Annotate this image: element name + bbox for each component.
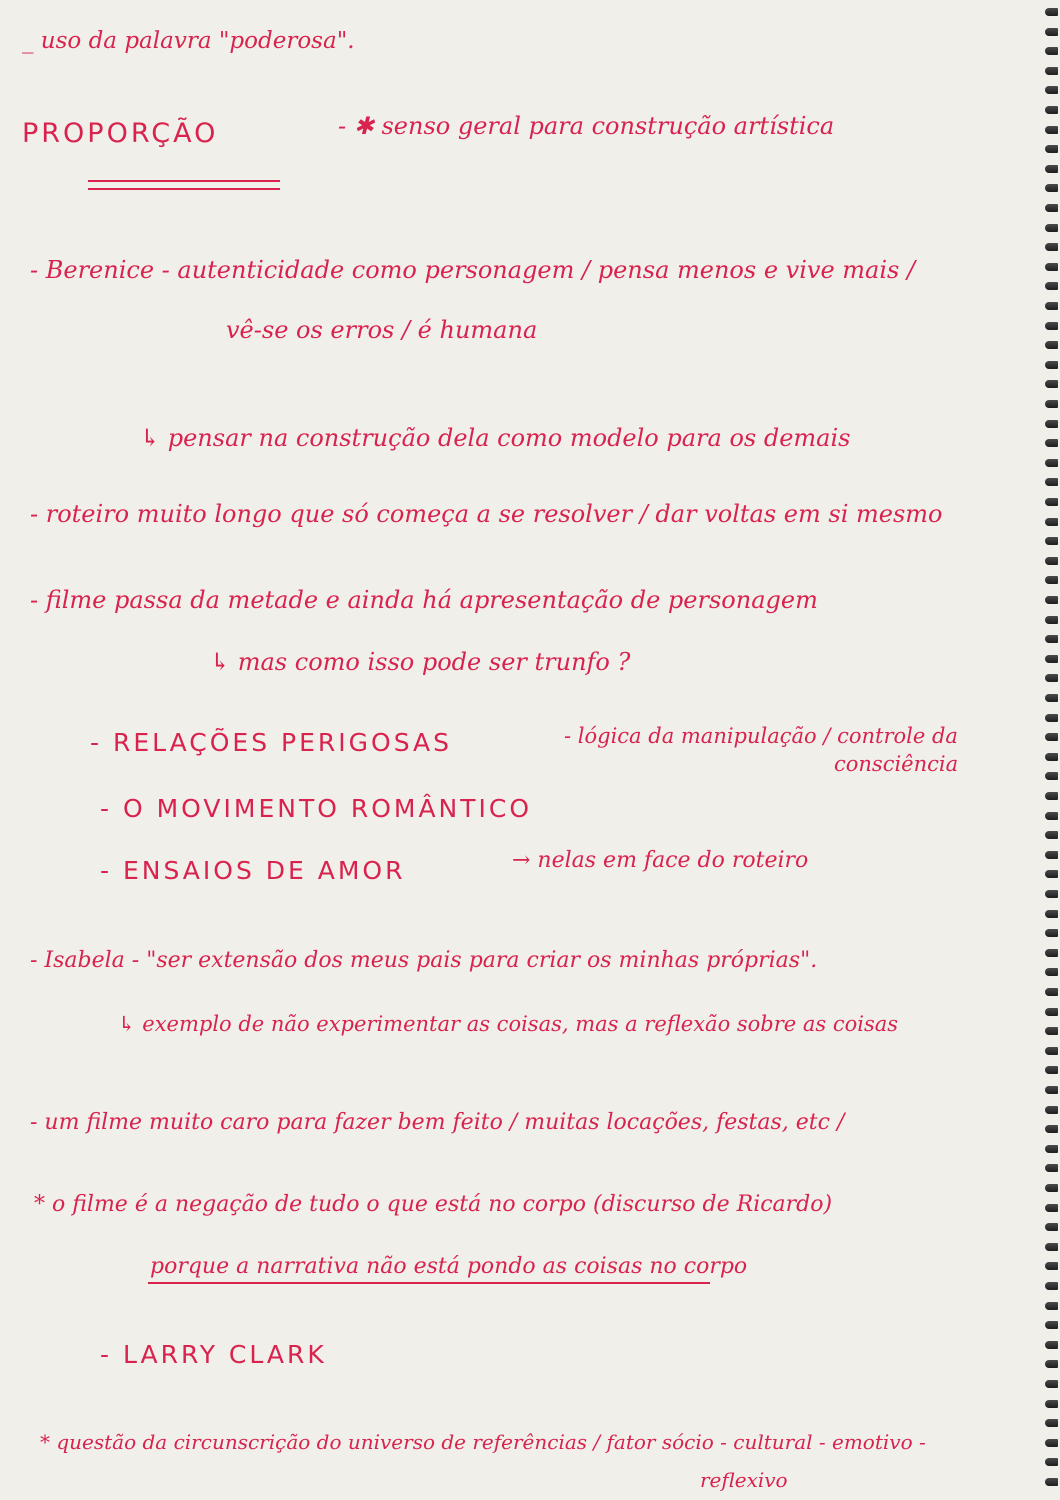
spiral-ring: [1045, 145, 1058, 153]
note-line-12: - Isabela - "ser extensão dos meus pais para criar os minhas próprias".: [30, 948, 818, 973]
note-line-19: reflexivo: [700, 1468, 788, 1492]
film-title-movimento-romantico: - O MOVIMENTO ROMÂNTICO: [100, 794, 533, 823]
spiral-ring: [1045, 851, 1058, 859]
note-line-3: - Berenice - autenticidade como personagem / pensa menos e vive mais /: [30, 256, 916, 284]
spiral-ring: [1045, 929, 1058, 937]
spiral-ring: [1045, 1086, 1058, 1094]
note-line-4: vê-se os erros / é humana: [226, 316, 538, 344]
heading-underline: [88, 180, 280, 182]
spiral-ring: [1045, 988, 1058, 996]
spiral-ring: [1045, 263, 1058, 271]
spiral-ring: [1045, 28, 1058, 36]
spiral-ring: [1045, 498, 1058, 506]
note-line-9b: - lógica da manipulação / controle da: [564, 724, 958, 748]
spiral-ring: [1045, 518, 1058, 526]
spiral-ring: [1045, 322, 1058, 330]
spiral-ring: [1045, 1106, 1058, 1114]
note-line-8: ↳ mas como isso pode ser trunfo ?: [210, 648, 631, 676]
spiral-ring: [1045, 165, 1058, 173]
spiral-ring: [1045, 1223, 1058, 1231]
spiral-ring: [1045, 243, 1058, 251]
spiral-ring: [1045, 126, 1058, 134]
spiral-ring: [1045, 557, 1058, 565]
spiral-ring: [1045, 733, 1058, 741]
note-line-14: - um filme muito caro para fazer bem feito / muitas locações, festas, etc /: [30, 1110, 845, 1135]
spiral-ring: [1045, 1341, 1058, 1349]
spiral-ring: [1045, 8, 1058, 16]
note-line-18: * questão da circunscrição do universo de referências / fator sócio - cultural - emotivo -: [40, 1430, 926, 1454]
spiral-ring: [1045, 674, 1058, 682]
spiral-ring: [1045, 1321, 1058, 1329]
spiral-ring: [1045, 1458, 1058, 1466]
spiral-ring: [1045, 459, 1058, 467]
note-line-11b: → nelas em face do roteiro: [512, 848, 809, 873]
spiral-ring: [1045, 67, 1058, 75]
note-line-5: ↳ pensar na construção dela como modelo para os demais: [140, 424, 851, 452]
heading-underline-2: [88, 188, 280, 190]
spiral-ring: [1045, 812, 1058, 820]
spiral-ring: [1045, 1262, 1058, 1270]
spiral-ring: [1045, 204, 1058, 212]
spiral-ring: [1045, 302, 1058, 310]
spiral-ring: [1045, 106, 1058, 114]
note-line-16: porque a narrativa não está pondo as coisas no corpo: [150, 1254, 748, 1279]
spiral-ring: [1045, 1302, 1058, 1310]
spiral-ring: [1045, 949, 1058, 957]
name-larry-clark: - LARRY CLARK: [100, 1340, 327, 1369]
spiral-ring: [1045, 1419, 1058, 1427]
spiral-ring: [1045, 870, 1058, 878]
spiral-ring: [1045, 1184, 1058, 1192]
spiral-ring: [1045, 772, 1058, 780]
spiral-ring: [1045, 635, 1058, 643]
note-line-1: _ uso da palavra "poderosa".: [22, 28, 355, 54]
spiral-ring: [1045, 1008, 1058, 1016]
spiral-ring: [1045, 831, 1058, 839]
note-line-15: * o filme é a negação de tudo o que está no corpo (discurso de Ricardo): [34, 1192, 833, 1217]
film-title-ensaios-de-amor: - ENSAIOS DE AMOR: [100, 856, 406, 885]
spiral-ring: [1045, 537, 1058, 545]
spiral-ring: [1045, 224, 1058, 232]
heading-proporcao: PROPORÇÃO: [22, 118, 219, 149]
spiral-ring: [1045, 655, 1058, 663]
spiral-ring: [1045, 1243, 1058, 1251]
spiral-ring: [1045, 47, 1058, 55]
spiral-ring: [1045, 910, 1058, 918]
spiral-ring: [1045, 714, 1058, 722]
spiral-ring: [1045, 1145, 1058, 1153]
spiral-ring: [1045, 1047, 1058, 1055]
spiral-ring: [1045, 439, 1058, 447]
spiral-ring: [1045, 361, 1058, 369]
spiral-ring: [1045, 1478, 1058, 1486]
note-line-13: ↳ exemplo de não experimentar as coisas, mas a reflexão sobre as coisas: [118, 1012, 899, 1036]
spiral-ring: [1045, 1204, 1058, 1212]
spiral-ring: [1045, 596, 1058, 604]
spiral-ring: [1045, 1380, 1058, 1388]
spiral-ring: [1045, 478, 1058, 486]
spiral-ring: [1045, 1164, 1058, 1172]
spiral-ring: [1045, 576, 1058, 584]
spiral-ring: [1045, 968, 1058, 976]
spiral-ring: [1045, 1360, 1058, 1368]
film-title-relacoes-perigosas: - RELAÇÕES PERIGOSAS: [90, 728, 453, 757]
spiral-ring: [1045, 1027, 1058, 1035]
spiral-ring: [1045, 184, 1058, 192]
spiral-ring: [1045, 1282, 1058, 1290]
spiral-ring: [1045, 282, 1058, 290]
spiral-ring: [1045, 792, 1058, 800]
note-line-7: - filme passa da metade e ainda há apresentação de personagem: [30, 586, 818, 614]
note-line-2b: - ✱ senso geral para construção artística: [338, 112, 835, 140]
spiral-ring: [1045, 1066, 1058, 1074]
spiral-ring: [1045, 694, 1058, 702]
spiral-ring: [1045, 1400, 1058, 1408]
note-line-6: - roteiro muito longo que só começa a se resolver / dar voltas em si mesmo: [30, 500, 943, 528]
spiral-ring: [1045, 341, 1058, 349]
spiral-ring: [1045, 890, 1058, 898]
note-line-9c: consciência: [834, 752, 959, 776]
spiral-ring: [1045, 616, 1058, 624]
spiral-binding: [1038, 0, 1060, 1500]
spiral-ring: [1045, 420, 1058, 428]
spiral-ring: [1045, 1439, 1058, 1447]
spiral-ring: [1045, 86, 1058, 94]
spiral-ring: [1045, 380, 1058, 388]
note-line-16-underline: [148, 1282, 710, 1284]
spiral-ring: [1045, 1125, 1058, 1133]
spiral-ring: [1045, 753, 1058, 761]
spiral-ring: [1045, 400, 1058, 408]
